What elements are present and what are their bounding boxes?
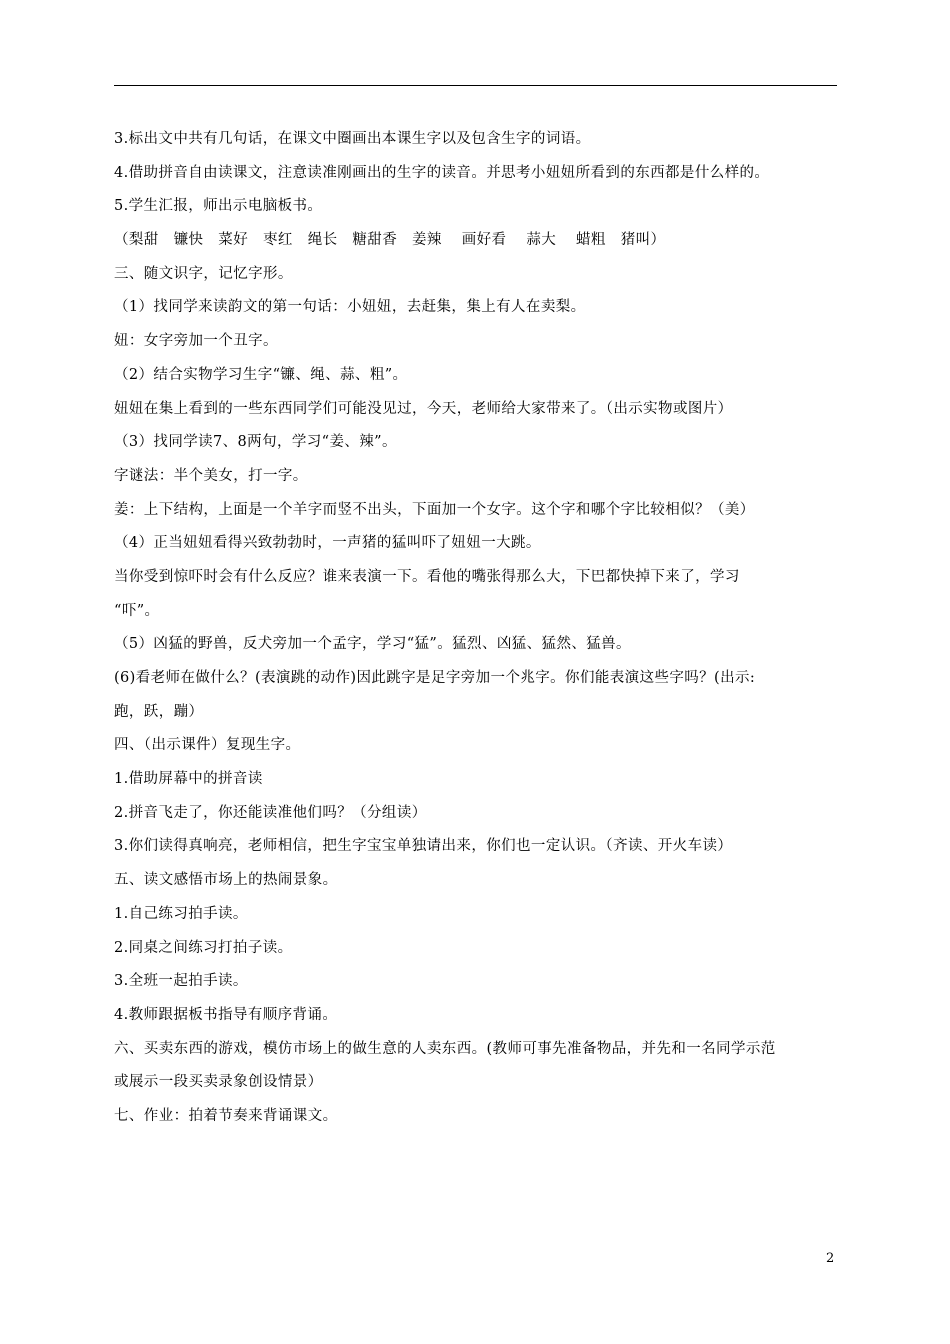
section-heading: 三、随文识字，记忆字形。: [114, 265, 293, 282]
text-line: 2.拼音飞走了，你还能读准他们吗？（分组读）: [114, 804, 427, 821]
text-line: （5）凶猛的野兽，反犬旁加一个孟字，学习“猛”。猛烈、凶猛、猛然、猛兽。: [114, 636, 631, 653]
text-line: 姜：上下结构，上面是一个羊字而竖不出头，下面加一个女字。这个字和哪个字比较相似？（美）: [114, 501, 755, 518]
text-line: 妞：女字旁加一个丑字。: [114, 333, 278, 350]
text-line: （梨甜 镰快 菜好 枣红 绳长 糖甜香 姜辣 画好看 蒜大 蜡粗 猪叫）: [114, 232, 666, 249]
text-line: 3.标出文中共有几句话，在课文中圈画出本课生字以及包含生字的词语。: [114, 131, 591, 147]
document-body: [114, 123, 837, 1134]
text-line: 跑，跃，蹦）: [114, 703, 204, 720]
text-line: 字谜法：半个美女，打一字。: [114, 467, 308, 484]
text-line: 4.借助拼音自由读课文，注意读准刚画出的生字的读音。并思考小妞妞所看到的东西都是什么样的。: [114, 164, 770, 181]
text-line: 1.自己练习拍手读。: [114, 905, 248, 922]
text-line: 5.学生汇报，师出示电脑板书。: [114, 198, 323, 215]
text-line: 1.借助屏幕中的拼音读: [114, 771, 263, 788]
text-line: 或展示一段买卖录象创设情景）: [114, 1074, 323, 1091]
text-line: 4.教师跟据板书指导有顺序背诵。: [114, 1006, 338, 1023]
header-rule: [114, 85, 837, 86]
section-heading: 七、作业：拍着节奏来背诵课文。: [114, 1107, 338, 1124]
text-line: “吓”。: [114, 602, 160, 619]
text-line: 妞妞在集上看到的一些东西同学们可能没见过，今天，老师给大家带来了。（出示实物或图片）: [114, 400, 733, 417]
text-line: （4）正当妞妞看得兴致勃勃时，一声猪的猛叫吓了妞妞一大跳。: [114, 535, 541, 552]
text-line: (6)看老师在做什么？(表演跳的动作)因此跳字是足字旁加一个兆字。你们能表演这些字吗？(出示:: [114, 670, 756, 686]
text-line: 3.全班一起拍手读。: [114, 973, 248, 990]
text-line: （3）找同学读7、8两句，学习“姜、辣”。: [114, 434, 397, 451]
text-line: 3.你们读得真响亮，老师相信，把生字宝宝单独请出来，你们也一定认识。（齐读、开火车读）: [114, 838, 733, 855]
text-line: 当你受到惊吓时会有什么反应？谁来表演一下。看他的嘴张得那么大，下巴都快掉下来了，学习: [114, 568, 740, 585]
text-line: 2.同桌之间练习打拍子读。: [114, 939, 293, 956]
text-line: （2）结合实物学习生字“镰、绳、蒜、粗”。: [114, 366, 408, 383]
section-heading: 六、买卖东西的游戏，模仿市场上的做生意的人卖东西。(教师可事先准备物品，并先和一名同学示范: [114, 1040, 776, 1057]
page-number: 2: [826, 1251, 835, 1266]
text-line: （1）找同学来读韵文的第一句话：小妞妞，去赶集，集上有人在卖梨。: [114, 299, 586, 316]
section-heading: 五、读文感悟市场上的热闹景象。: [114, 872, 338, 889]
section-heading: 四、（出示课件）复现生字。: [114, 737, 301, 754]
